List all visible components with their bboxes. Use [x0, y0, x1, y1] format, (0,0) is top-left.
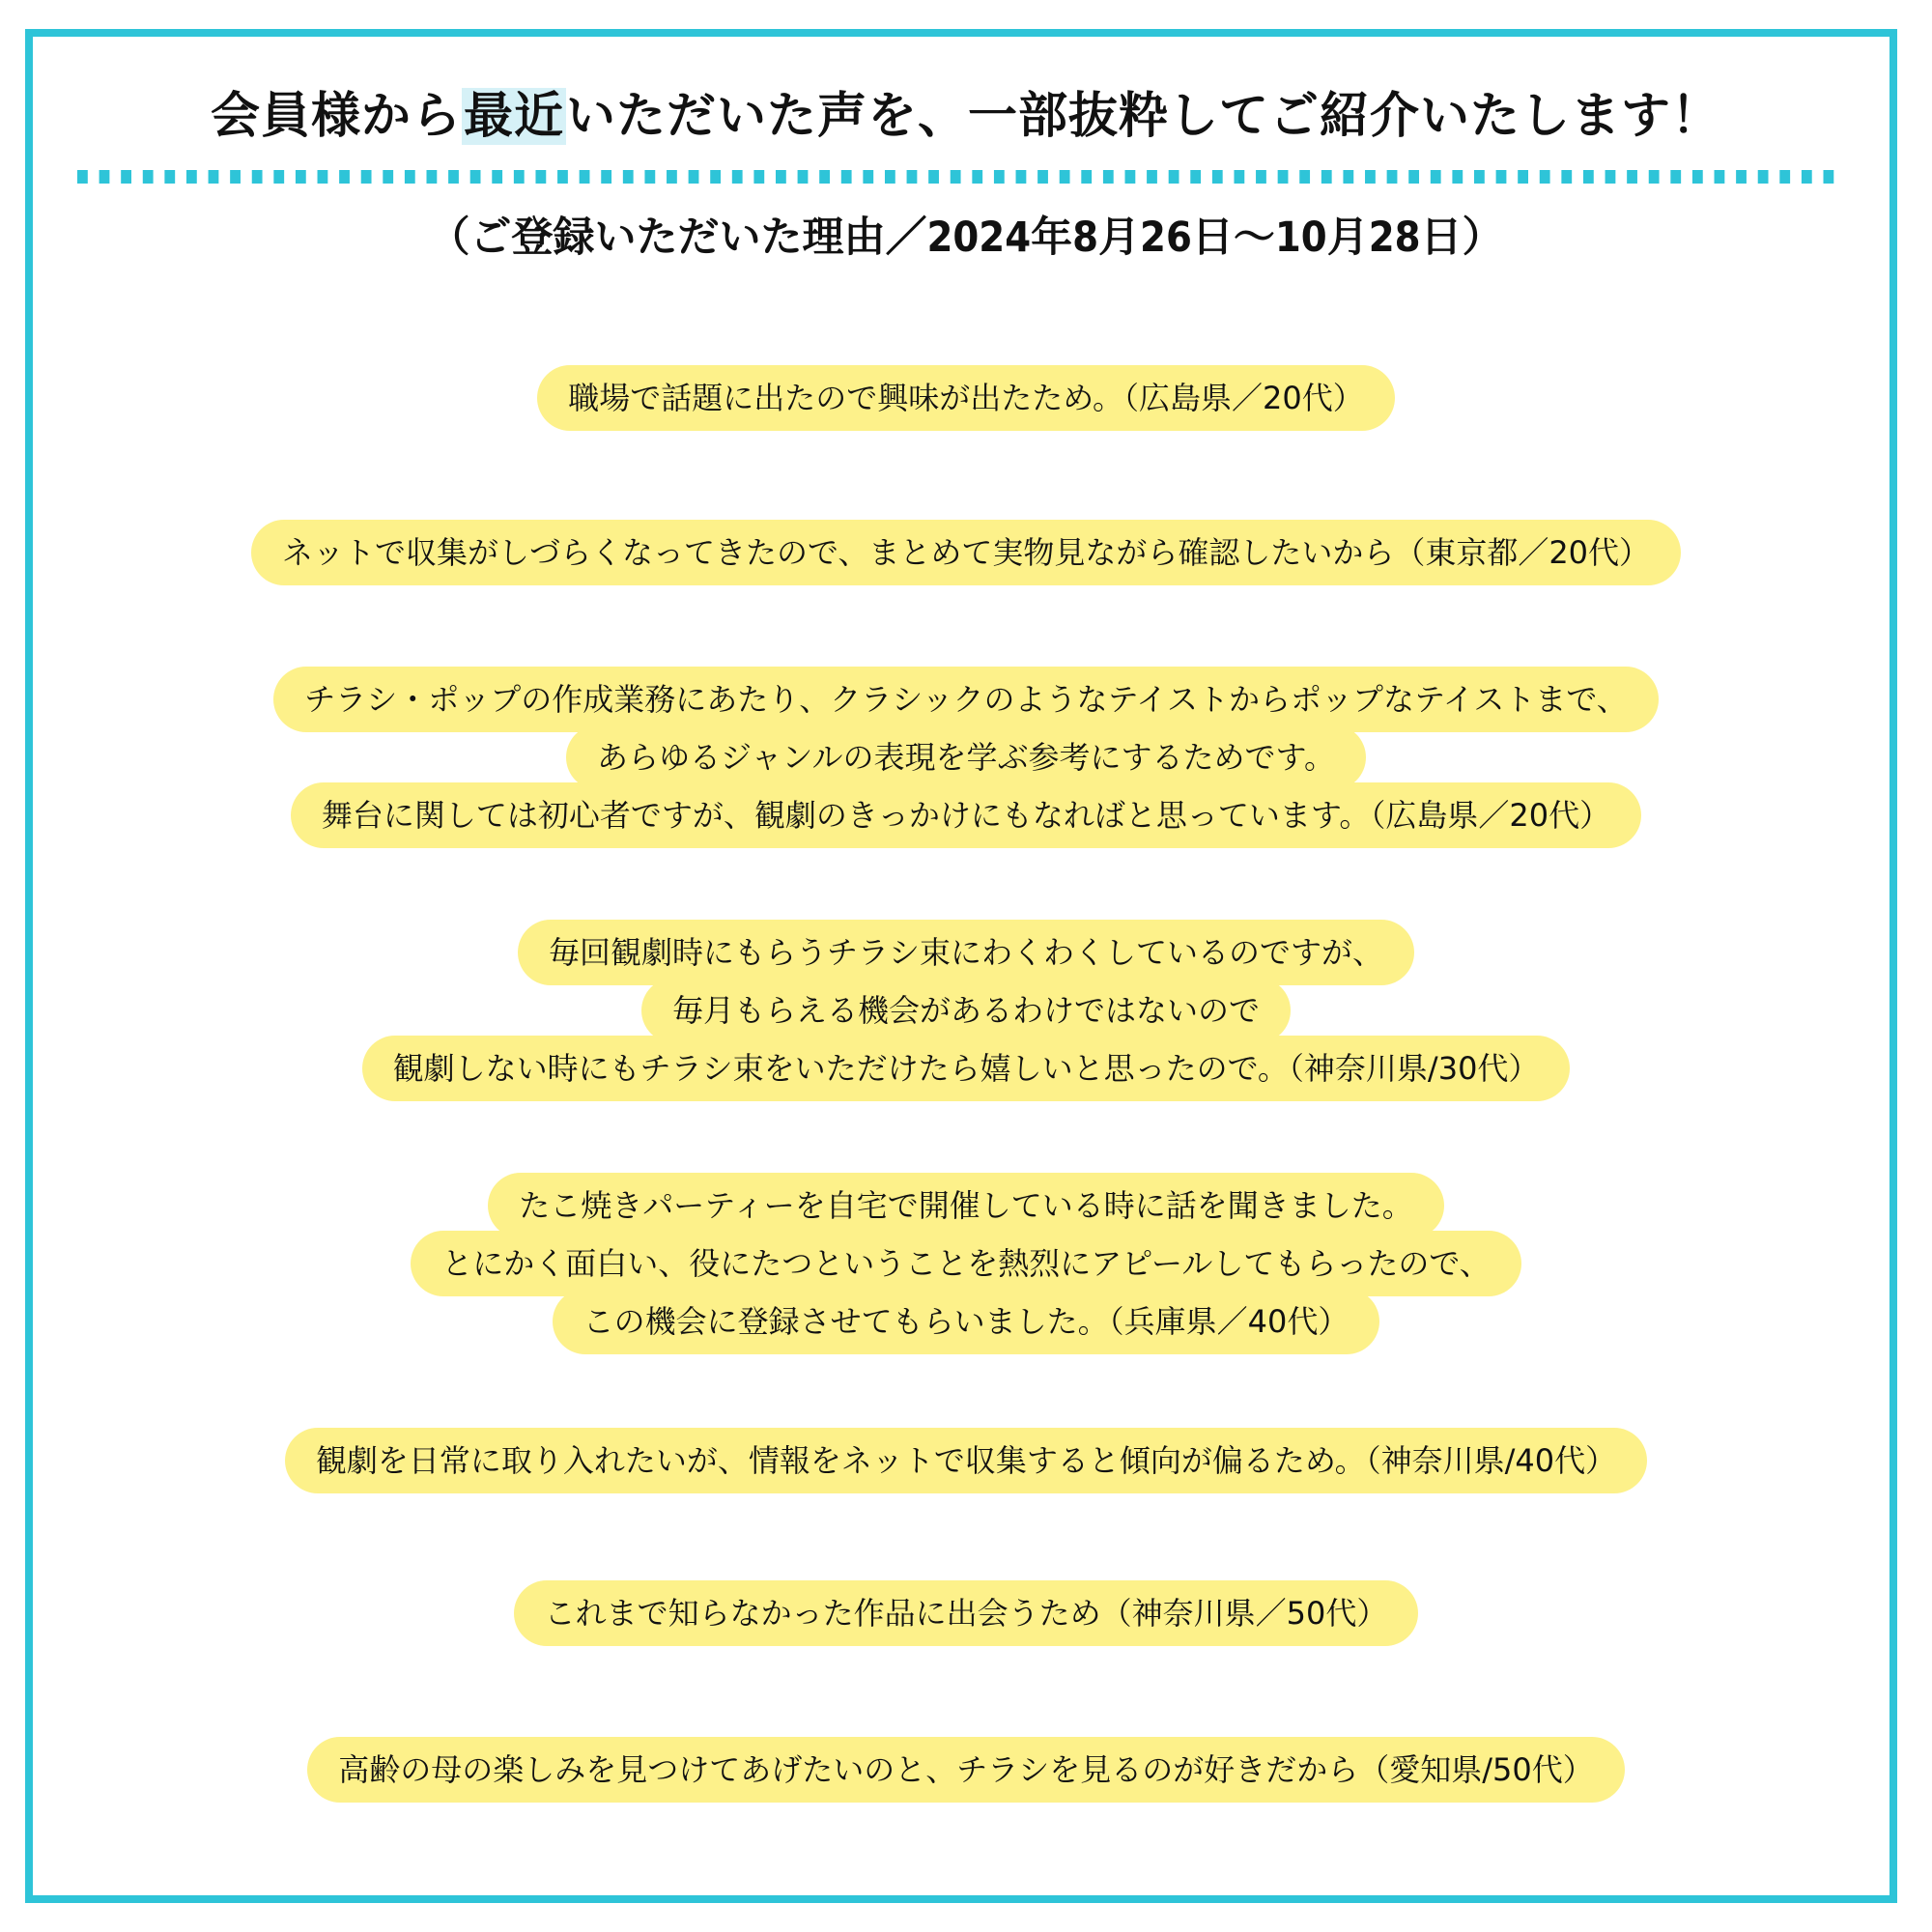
quote-5-line-1: たこ焼きパーティーを自宅で開催している時に話を聞きました。	[488, 1173, 1443, 1238]
quote-4-line-1: 毎回観劇時にもらうチラシ束にわくわくしているのですが、	[518, 920, 1414, 985]
quote-3	[0, 667, 1932, 848]
quote-4-line-3: 観劇しない時にもチラシ束をいただけたら嬉しいと思ったので。（神奈川県/30代）	[362, 1036, 1571, 1101]
quote-4	[0, 920, 1932, 1101]
page-title	[0, 81, 1932, 153]
quote-3-line-2: あらゆるジャンルの表現を学ぶ参考にするためです。	[566, 724, 1366, 790]
quote-8	[0, 1737, 1932, 1803]
quote-2-line-1: ネットで収集がしづらくなってきたので、まとめて実物見ながら確認したいから（東京都／20代）	[251, 520, 1681, 585]
quote-1	[0, 365, 1932, 431]
page-subtitle: （ご登録いただいた理由／2024年8月26日～10月28日）	[428, 213, 1504, 262]
quote-6	[0, 1428, 1932, 1493]
quote-6-line-1: 観劇を日常に取り入れたいが、情報をネットで収集すると傾向が偏るため。（神奈川県/40代）	[285, 1428, 1647, 1493]
quote-8-line-1: 高齢の母の楽しみを見つけてあげたいのと、チラシを見るのが好きだから（愛知県/50代）	[307, 1737, 1625, 1803]
quote-7-line-1: これまで知らなかった作品に出会うため（神奈川県／50代）	[514, 1580, 1419, 1646]
dotted-divider	[77, 170, 1845, 184]
quote-3-line-1: チラシ・ポップの作成業務にあたり、クラシックのようなテイストからポップなテイストまで、	[273, 667, 1659, 732]
title-text-post: いただいた声を、一部抜粋してご紹介いたします！	[566, 88, 1722, 145]
quote-4-line-2: 毎月もらえる機会があるわけではないので	[641, 978, 1291, 1043]
title-text-pre: 会員様から	[210, 88, 462, 145]
quote-5-line-3: この機会に登録させてもらいました。（兵庫県／40代）	[553, 1289, 1380, 1354]
quote-5-line-2: とにかく面白い、役にたつということを熱烈にアピールしてもらったので、	[411, 1231, 1520, 1296]
quote-3-line-3: 舞台に関しては初心者ですが、観劇のきっかけにもなればと思っています。（広島県／20代）	[291, 782, 1641, 848]
quote-5	[0, 1173, 1932, 1354]
quote-7	[0, 1580, 1932, 1646]
quote-2	[0, 520, 1932, 585]
quote-1-line-1: 職場で話題に出たので興味が出たため。（広島県／20代）	[537, 365, 1394, 431]
title-highlight: 最近	[463, 88, 564, 145]
